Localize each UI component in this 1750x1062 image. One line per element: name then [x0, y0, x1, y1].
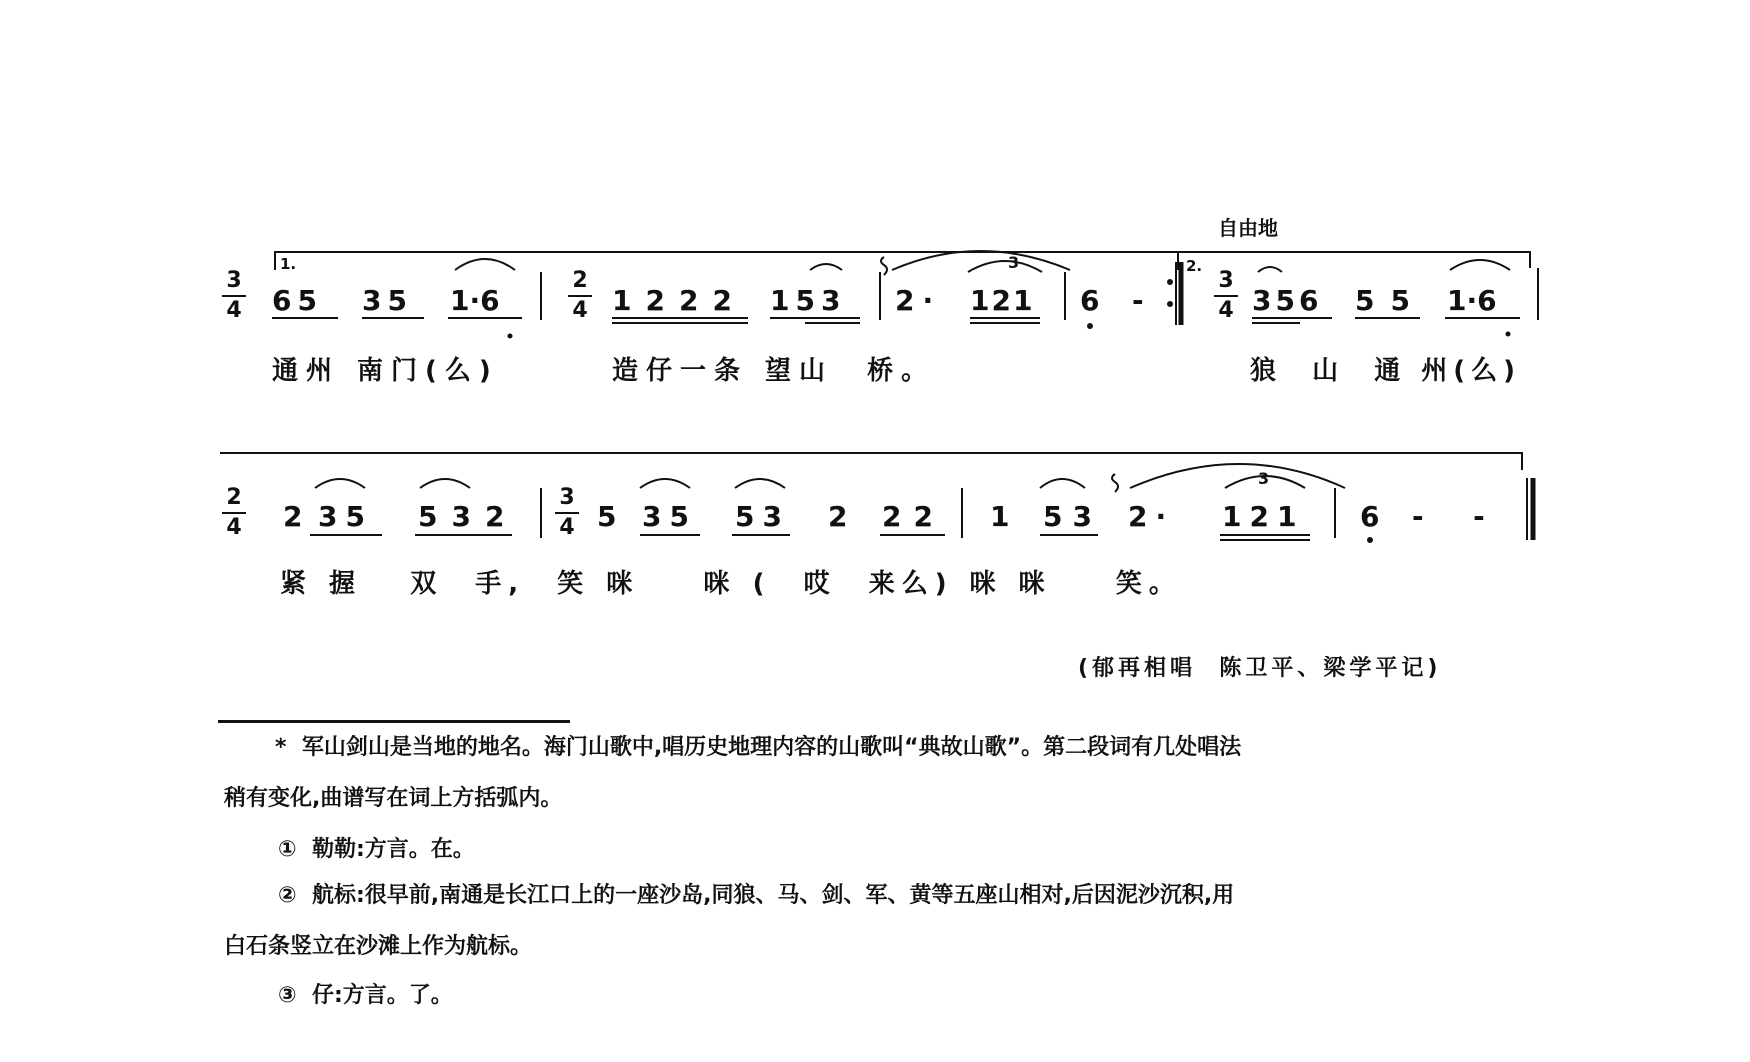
time-sig-bottom: 4	[226, 515, 242, 540]
time-sig-bottom: 4	[226, 298, 242, 323]
note-group: 121	[1222, 500, 1305, 533]
time-sig-bottom: 4	[1218, 298, 1234, 323]
note-group: 2	[828, 500, 848, 533]
footnote-star-line-1: * 军山剑山是当地的地名。海门山歌中,唱历史地理内容的山歌叫“典故山歌”。第二段词有几处唱法	[275, 735, 1242, 760]
note-group: 5	[597, 500, 617, 533]
time-sig-bottom: 4	[559, 515, 575, 540]
tempo-marking: 自由地	[1218, 216, 1278, 240]
time-sig-bar	[222, 512, 246, 514]
note-group: 53	[1043, 500, 1102, 533]
note-group: 65	[272, 284, 323, 317]
note-group: 153	[770, 284, 847, 317]
note-group: 53	[735, 500, 790, 533]
time-sig-top: 2	[572, 268, 588, 293]
note-group: 22	[882, 500, 945, 533]
note-group: 356	[1252, 284, 1323, 317]
time-sig-top: 3	[559, 485, 575, 510]
svg-text:3: 3	[1008, 253, 1020, 272]
note-group: 2	[283, 500, 303, 533]
time-sig-top: 3	[226, 268, 242, 293]
lyrics: 通州 南门(么)	[272, 356, 499, 386]
time-sig-bottom: 4	[572, 298, 588, 323]
footnote-star-line-2: 稍有变化,曲谱写在词上方括弧内。	[224, 786, 563, 811]
ending-1-label: 1.	[280, 255, 297, 273]
note-group: 121	[970, 284, 1035, 317]
note-group: 532	[418, 500, 519, 533]
note-group: 1222	[612, 284, 746, 317]
note-group: 1·6	[1447, 284, 1497, 317]
note-group: 35	[362, 284, 413, 317]
ending-2-label: 2.	[1186, 257, 1203, 275]
footnote-2-line-1: ② 航标:很早前,南通是长江口上的一座沙岛,同狼、马、剑、军、黄等五座山相对,后因泥沙沉积,用	[278, 883, 1235, 908]
time-signature	[555, 485, 579, 541]
note-group: 2·	[1128, 500, 1175, 533]
footnote-1: ① 勒勒:方言。在。	[278, 837, 475, 862]
note-group: 6	[1080, 284, 1100, 317]
time-sig-top: 2	[226, 485, 242, 510]
footnote-divider	[218, 720, 570, 723]
lyrics: 造仔一条 望山 桥。	[612, 356, 936, 386]
note-group: 55	[1355, 284, 1426, 317]
note-group: 2·	[895, 284, 942, 317]
note-group: 1·6	[450, 284, 500, 317]
svg-text:3: 3	[1258, 469, 1270, 488]
lyrics: 狼 山 通 州(么)	[1250, 356, 1522, 386]
time-sig-top: 3	[1218, 268, 1234, 293]
note-group: 35	[318, 500, 373, 533]
footnote-2-line-2: 白石条竖立在沙滩上作为航标。	[224, 934, 533, 959]
note-group: 35	[642, 500, 697, 533]
note-group: 1	[990, 500, 1010, 533]
note-group: - -	[1412, 500, 1495, 533]
performer-credit: (郁再相唱 陈卫平、梁学平记)	[1078, 656, 1442, 681]
footnote-3: ③ 仔:方言。了。	[278, 983, 453, 1008]
time-sig-bar	[555, 512, 579, 514]
note-group: 6	[1360, 500, 1380, 533]
lyrics: 紧 握 双 手, 笑 咪 咪 ( 哎 来么) 咪 咪 笑。	[280, 569, 1182, 599]
time-signature	[222, 485, 246, 541]
note-group: -	[1132, 284, 1144, 317]
